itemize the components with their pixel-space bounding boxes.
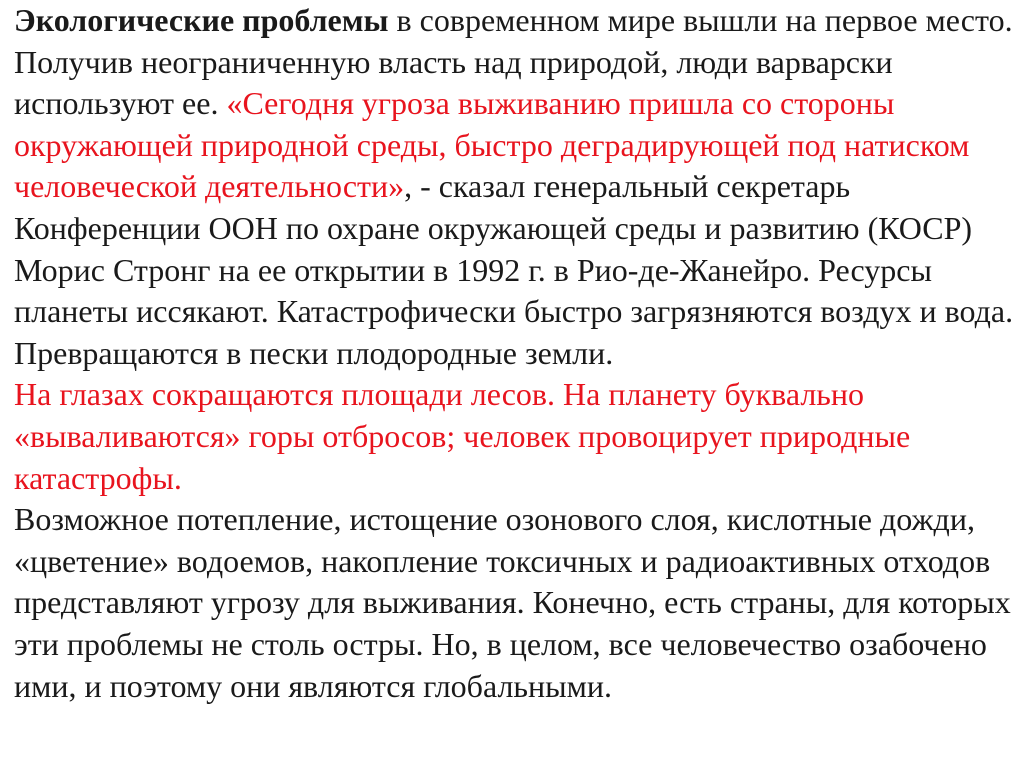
intro-text: в современном мире вышли на первое место. Получив неограниченную власть над природой, люди варварски используют ее.	[14, 2, 1013, 122]
quote-attribution-text: , - сказал генеральный секретарь Конференции ООН по охране окружающей среды и развитию (КОСР) Морис Стронг на ее открытии в 1992 г. в Рио-де-Жанейро. Ресурсы планеты иссякают. Катастрофически быстро загрязняются воздух и вода. Превращаются в пески плодородные земли.	[14, 168, 1014, 371]
paragraph-intro	[14, 0, 1016, 374]
highlighted-quote: «Сегодня угроза выживанию пришла со стороны окружающей природной среды, быстро деградирующей под натиском человеческой деятельности»	[14, 85, 970, 205]
paragraph-forests: На глазах сокращаются площади лесов. На планету буквально «вываливаются» горы отбросов; человек провоцирует природные катастрофы.	[14, 376, 911, 496]
paragraph-global-problems: Возможное потепление, истощение озонового слоя, кислотные дожди, «цветение» водоемов, накопление токсичных и радиоактивных отходов представляют угрозу для выживания. Конечно, есть страны, для которых эти проблемы не столь остры. Но, в целом, все человечество озабочено ими, и поэтому они являются глобальными.	[14, 501, 1011, 704]
text-body	[14, 0, 1016, 707]
key-term: Экологические проблемы	[14, 2, 389, 38]
